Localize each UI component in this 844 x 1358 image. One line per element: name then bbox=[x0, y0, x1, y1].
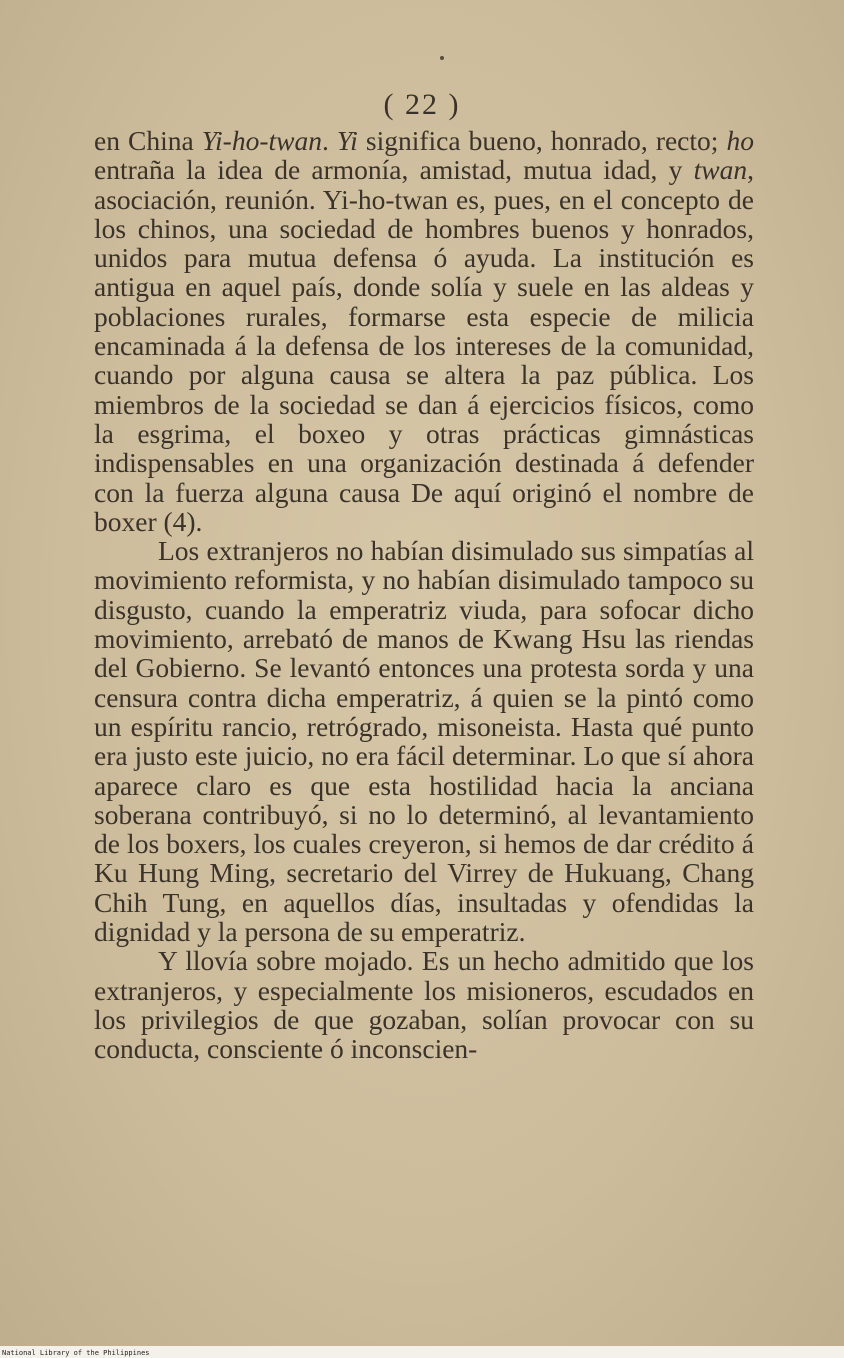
body-text bbox=[94, 126, 754, 1064]
paragraph-1 bbox=[94, 126, 754, 536]
paragraph-2 bbox=[94, 536, 754, 946]
term-yi-ho-twan: Yi-ho-twan bbox=[201, 125, 322, 156]
term-twan: twan bbox=[693, 154, 748, 186]
term-ho: ho bbox=[726, 125, 754, 156]
page-number: ( 22 ) bbox=[383, 88, 461, 121]
text-run: . bbox=[321, 125, 337, 156]
term-yi: Yi bbox=[336, 125, 358, 156]
text-run: significa bueno, honrado, recto; bbox=[357, 125, 727, 156]
text-run: Los extranjeros no habían disimulado sus simpatías al movimiento reformista, y no habían disimulado tampoco su disgusto, cuando la emperatriz viuda, para sofocar dicho movimiento, arrebató de manos de Kwang Hsu las riendas del Gobierno. Se levantó entonces una protesta sorda y una censura contra dicha emperatriz, á quien se la pintó como un espíritu rancio, retrógrado, misoneista. Hasta qué punto era justo este juicio, no era fácil determinar. Lo que sí ahora aparece claro es que esta hostilidad hacia la anciana soberana contribuyó, si no lo determinó, al levantamiento de los boxers, los cuales creyeron, si hemos de dar crédito á Ku Hung Ming, secretario del Virrey de Hukuang, Chang Chih Tung, en aquellos días, insultadas y ofendidas la dignidad y la persona de su emperatriz. bbox=[94, 535, 754, 948]
text-run: en China bbox=[94, 125, 202, 156]
text-run: entraña la idea de armonía, amistad, mutua idad, y bbox=[94, 154, 694, 186]
library-footer: National Library of the Philippines bbox=[2, 1349, 150, 1357]
paragraph-3 bbox=[94, 946, 754, 1063]
text-run: Y llovía sobre mojado. Es un hecho admitido que los extranjeros, y especialmente los misioneros, escudados en los privilegios de que gozaban, solían provocar con su conducta, consciente ó inconscien- bbox=[94, 945, 754, 1065]
text-run: , asociación, reunión. Yi-ho-twan es, pues, en el concepto de los chinos, una sociedad de hombres buenos y honrados, unidos para mutua defensa ó ayuda. La institución es antigua en aquel país, donde solía y suele en las aldeas y poblaciones rurales, formarse esta especie de milicia encaminada á la defensa de los intereses de la comunidad, cuando por alguna causa se altera la paz pública. Los miembros de la sociedad se dan á ejercicios físicos, como la esgrima, el boxeo y otras prácticas gimnásticas indispensables en una organización destinada á defender con la fuerza alguna causa De aquí originó el nombre de boxer (4). bbox=[94, 154, 754, 537]
ink-speck bbox=[440, 56, 444, 60]
